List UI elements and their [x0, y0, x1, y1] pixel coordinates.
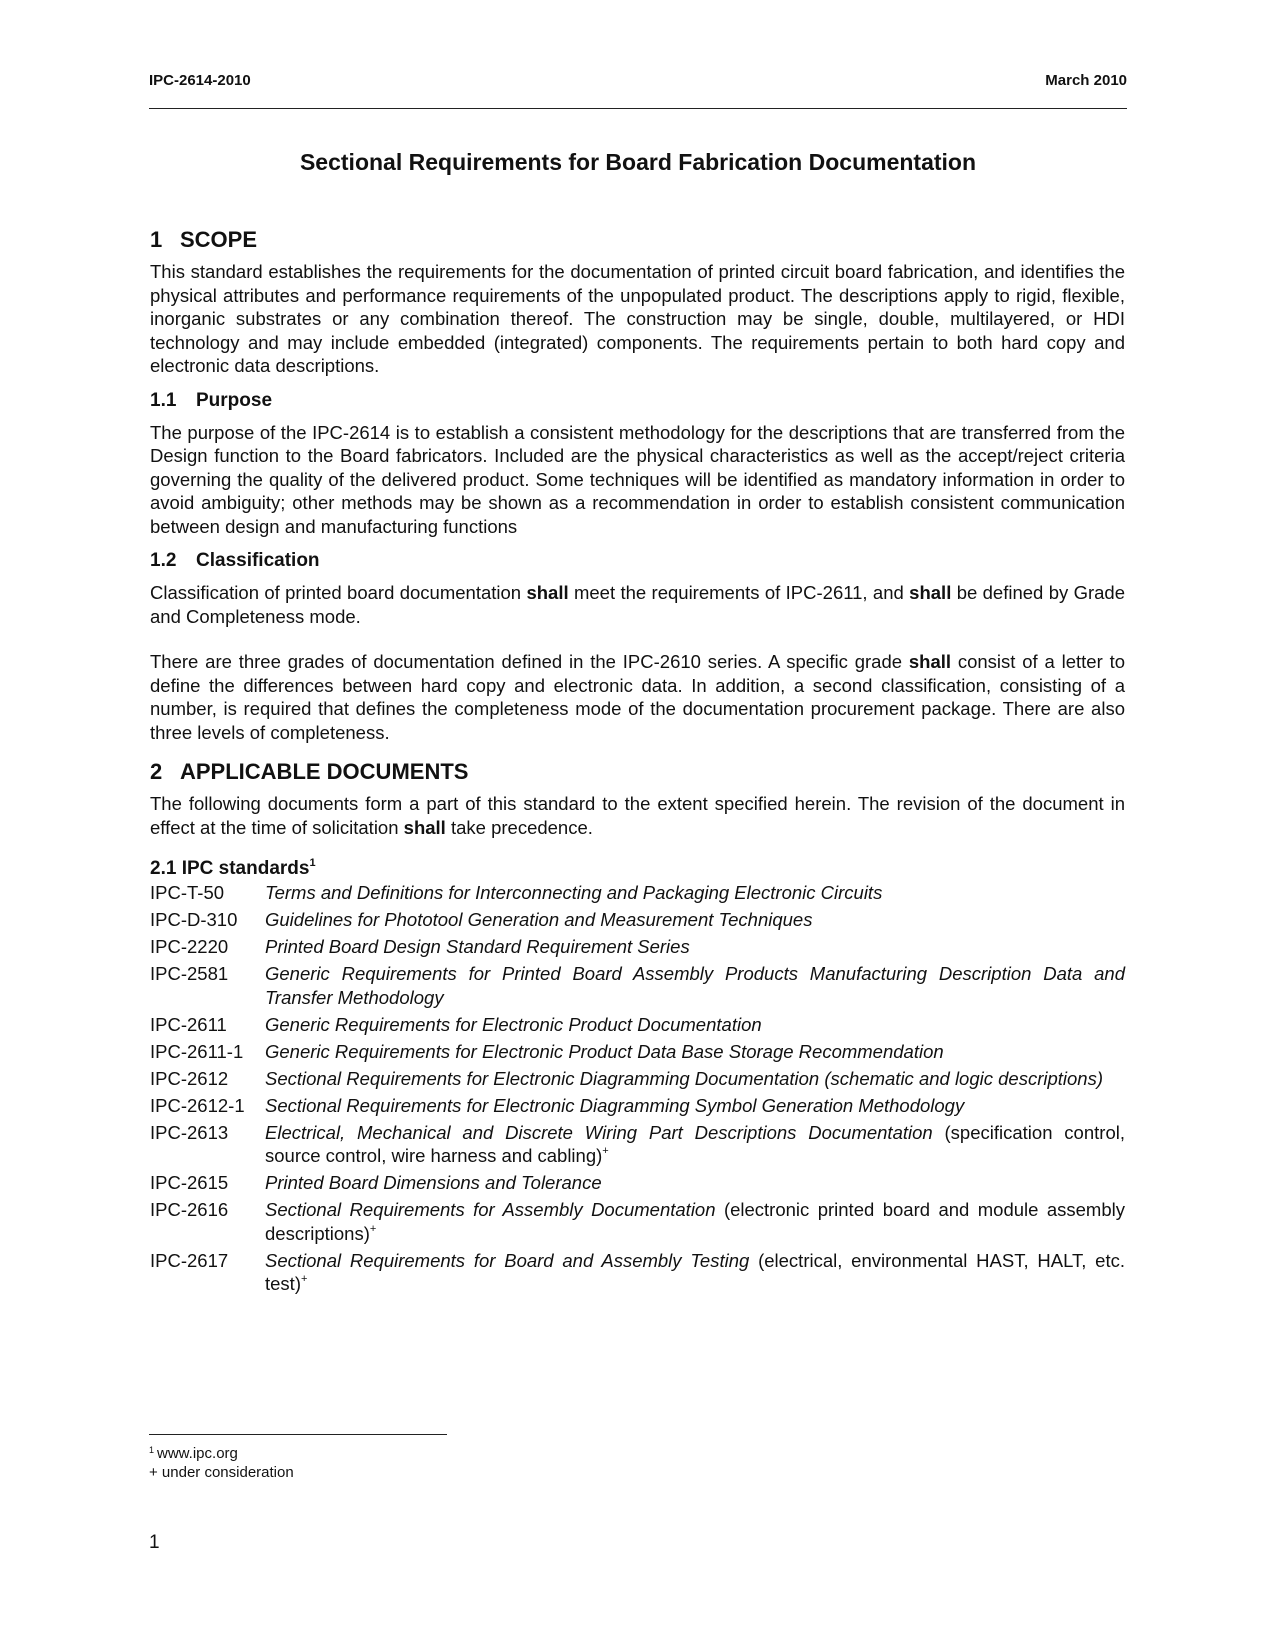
reference-row [150, 1067, 1125, 1091]
section-number: 2 [150, 759, 163, 784]
reference-row [150, 1121, 1125, 1168]
reference-description [265, 1040, 1125, 1064]
reference-code: IPC-2220 [150, 936, 229, 957]
reference-description [265, 1013, 1125, 1037]
section-1-1-paragraph: The purpose of the IPC-2614 is to establish a consistent methodology for the descriptions that are transferred from the Design function to the Board fabricators. Included are the physical characteristics as well as the accept/reject criteria governing the quality of the delivered product. Some techniques will be identified as mandatory information in order to avoid ambiguity; other methods may be shown as a recommendation in order to establish consistent communication between design and manufacturing functions [150, 421, 1125, 537]
text-run: take precedence. [445, 816, 593, 838]
section-number: 1 [150, 227, 163, 252]
reference-code: IPC-2611 [150, 1013, 227, 1035]
reference-title: Sectional Requirements for Electronic Diagramming Documentation (schematic and logic descriptions) [265, 1067, 1104, 1089]
reference-list [150, 881, 1125, 1296]
reference-title: Sectional Requirements for Electronic Diagramming Symbol Generation Methodology [265, 1094, 965, 1116]
reference-row [150, 1040, 1125, 1064]
text-run: The following documents form a part of this standard to the extent specified herein. The revision of the document in effect at the time of solicitation [150, 793, 1125, 838]
reference-note: (specification control, source control, wire harness and cabling) [265, 1121, 1125, 1166]
reference-description [265, 962, 1125, 1009]
reference-description [265, 1198, 1125, 1245]
section-1-1-heading [150, 389, 1125, 413]
reference-description [265, 908, 1125, 932]
section-title: IPC standards [181, 858, 310, 879]
reference-code: IPC-2612-1 [150, 1094, 245, 1116]
section-1-2-paragraph-2 [150, 650, 1125, 744]
reference-code: IPC-2611-1 [150, 1040, 244, 1062]
footnote-1 [149, 1441, 294, 1463]
shall-keyword: shall [526, 582, 569, 603]
reference-code: IPC-D-310 [150, 909, 238, 930]
reference-code: IPC-2617 [150, 1249, 229, 1271]
reference-note: (electronic printed board and module assembly descriptions) [265, 1199, 1125, 1244]
reference-code: IPC-2612 [150, 1067, 229, 1089]
reference-title: Terms and Definitions for Interconnecting and Packaging Electronic Circuits [265, 882, 883, 903]
section-1-2-heading [150, 549, 1125, 573]
footnotes [149, 1441, 294, 1482]
header-rule [149, 108, 1127, 109]
reference-row [150, 881, 1125, 905]
section-2-1-heading [150, 857, 1125, 881]
footnote-mark: 1 [149, 1445, 155, 1455]
reference-code: IPC-2616 [150, 1199, 229, 1220]
shall-keyword: shall [908, 651, 952, 672]
reference-note: (electrical, environmental HAST, HALT, etc. test) [265, 1249, 1125, 1294]
reference-row [150, 908, 1125, 932]
text-run: consist of a letter to define the differences between hard copy and electronic data. In addition, a second classification, consisting of a number, is required that defines the completeness mode of the documentation procurement package. There are also three levels of completeness. [150, 651, 1125, 743]
reference-row [150, 962, 1125, 1009]
reference-title: Generic Requirements for Electronic Product Documentation [265, 1013, 762, 1035]
reference-description [265, 1094, 1125, 1118]
reference-code: IPC-2581 [150, 963, 229, 984]
reference-title: Electrical, Mechanical and Discrete Wiring Part Descriptions Documentation [265, 1121, 933, 1143]
section-2-paragraph [150, 792, 1125, 839]
reference-title: Printed Board Design Standard Requirement Series [265, 936, 690, 957]
reference-description [265, 1067, 1125, 1091]
reference-code: IPC-2613 [150, 1121, 229, 1143]
reference-description [265, 1121, 1125, 1168]
reference-row [150, 1198, 1125, 1245]
footnote-text: www.ipc.org [157, 1445, 238, 1462]
header-doc-id: IPC-2614-2010 [149, 72, 251, 89]
text-run: be defined by Grade and Completeness mode. [150, 582, 1126, 627]
section-number: 1.1 [150, 389, 177, 411]
reference-description [265, 1171, 1125, 1195]
reference-title: Generic Requirements for Electronic Product Data Base Storage Recommendation [265, 1040, 944, 1062]
reference-title: Printed Board Dimensions and Tolerance [265, 1172, 602, 1193]
footnote-2: + under consideration [149, 1464, 294, 1481]
reference-title: Sectional Requirements for Assembly Documentation [265, 1199, 716, 1220]
reference-row [150, 1249, 1125, 1296]
reference-title: Guidelines for Phototool Generation and Measurement Techniques [265, 909, 813, 930]
shall-keyword: shall [909, 582, 952, 603]
reference-description [265, 935, 1125, 959]
reference-row [150, 1013, 1125, 1037]
reference-description [265, 1249, 1125, 1296]
shall-keyword: shall [403, 816, 446, 838]
reference-description [265, 881, 1125, 905]
reference-row [150, 935, 1125, 959]
text-run: meet the requirements of IPC-2611, and [568, 582, 910, 603]
section-2-heading [150, 758, 1125, 786]
reference-code: IPC-2615 [150, 1172, 229, 1193]
section-number: 1.2 [150, 550, 177, 571]
header-date: March 2010 [1045, 72, 1127, 89]
footnote-rule [149, 1434, 447, 1435]
section-title: APPLICABLE DOCUMENTS [180, 759, 469, 784]
under-consideration-mark: + [602, 1145, 609, 1157]
section-title: Classification [196, 550, 320, 571]
section-title: SCOPE [180, 227, 258, 252]
section-1-paragraph: This standard establishes the requirements for the documentation of printed circuit board fabrication, and identifies the physical attributes and performance requirements of the unpopulated product. The descriptions apply to rigid, flexible, inorganic substrates or any combination thereof. The construction may be single, double, multilayered, or HDI technology and may include embedded (integrated) components. The requirements pertain to both hard copy and electronic data descriptions. [150, 261, 1125, 376]
under-consideration-mark: + [369, 1222, 377, 1235]
section-1-2-paragraph-1 [150, 581, 1125, 628]
text-run: There are three grades of documentation defined in the IPC-2610 series. A specific grade [150, 651, 909, 672]
under-consideration-mark: + [300, 1273, 308, 1285]
section-1-heading [150, 226, 1125, 254]
body-content [150, 226, 1125, 1299]
text-run: Classification of printed board documentation [150, 582, 527, 603]
page-title: Sectional Requirements for Board Fabrication Documentation [299, 149, 977, 175]
reference-code: IPC-T-50 [150, 882, 225, 903]
reference-row [150, 1094, 1125, 1118]
section-number: 2.1 [150, 858, 177, 879]
footnote-ref: 1 [309, 857, 316, 869]
reference-title: Generic Requirements for Printed Board Assembly Products Manufacturing Description Data and Transfer Methodology [265, 963, 1125, 1008]
section-title: Purpose [196, 389, 273, 411]
page-number: 1 [149, 1532, 160, 1553]
reference-row [150, 1171, 1125, 1195]
reference-title: Sectional Requirements for Board and Assembly Testing [265, 1249, 750, 1271]
